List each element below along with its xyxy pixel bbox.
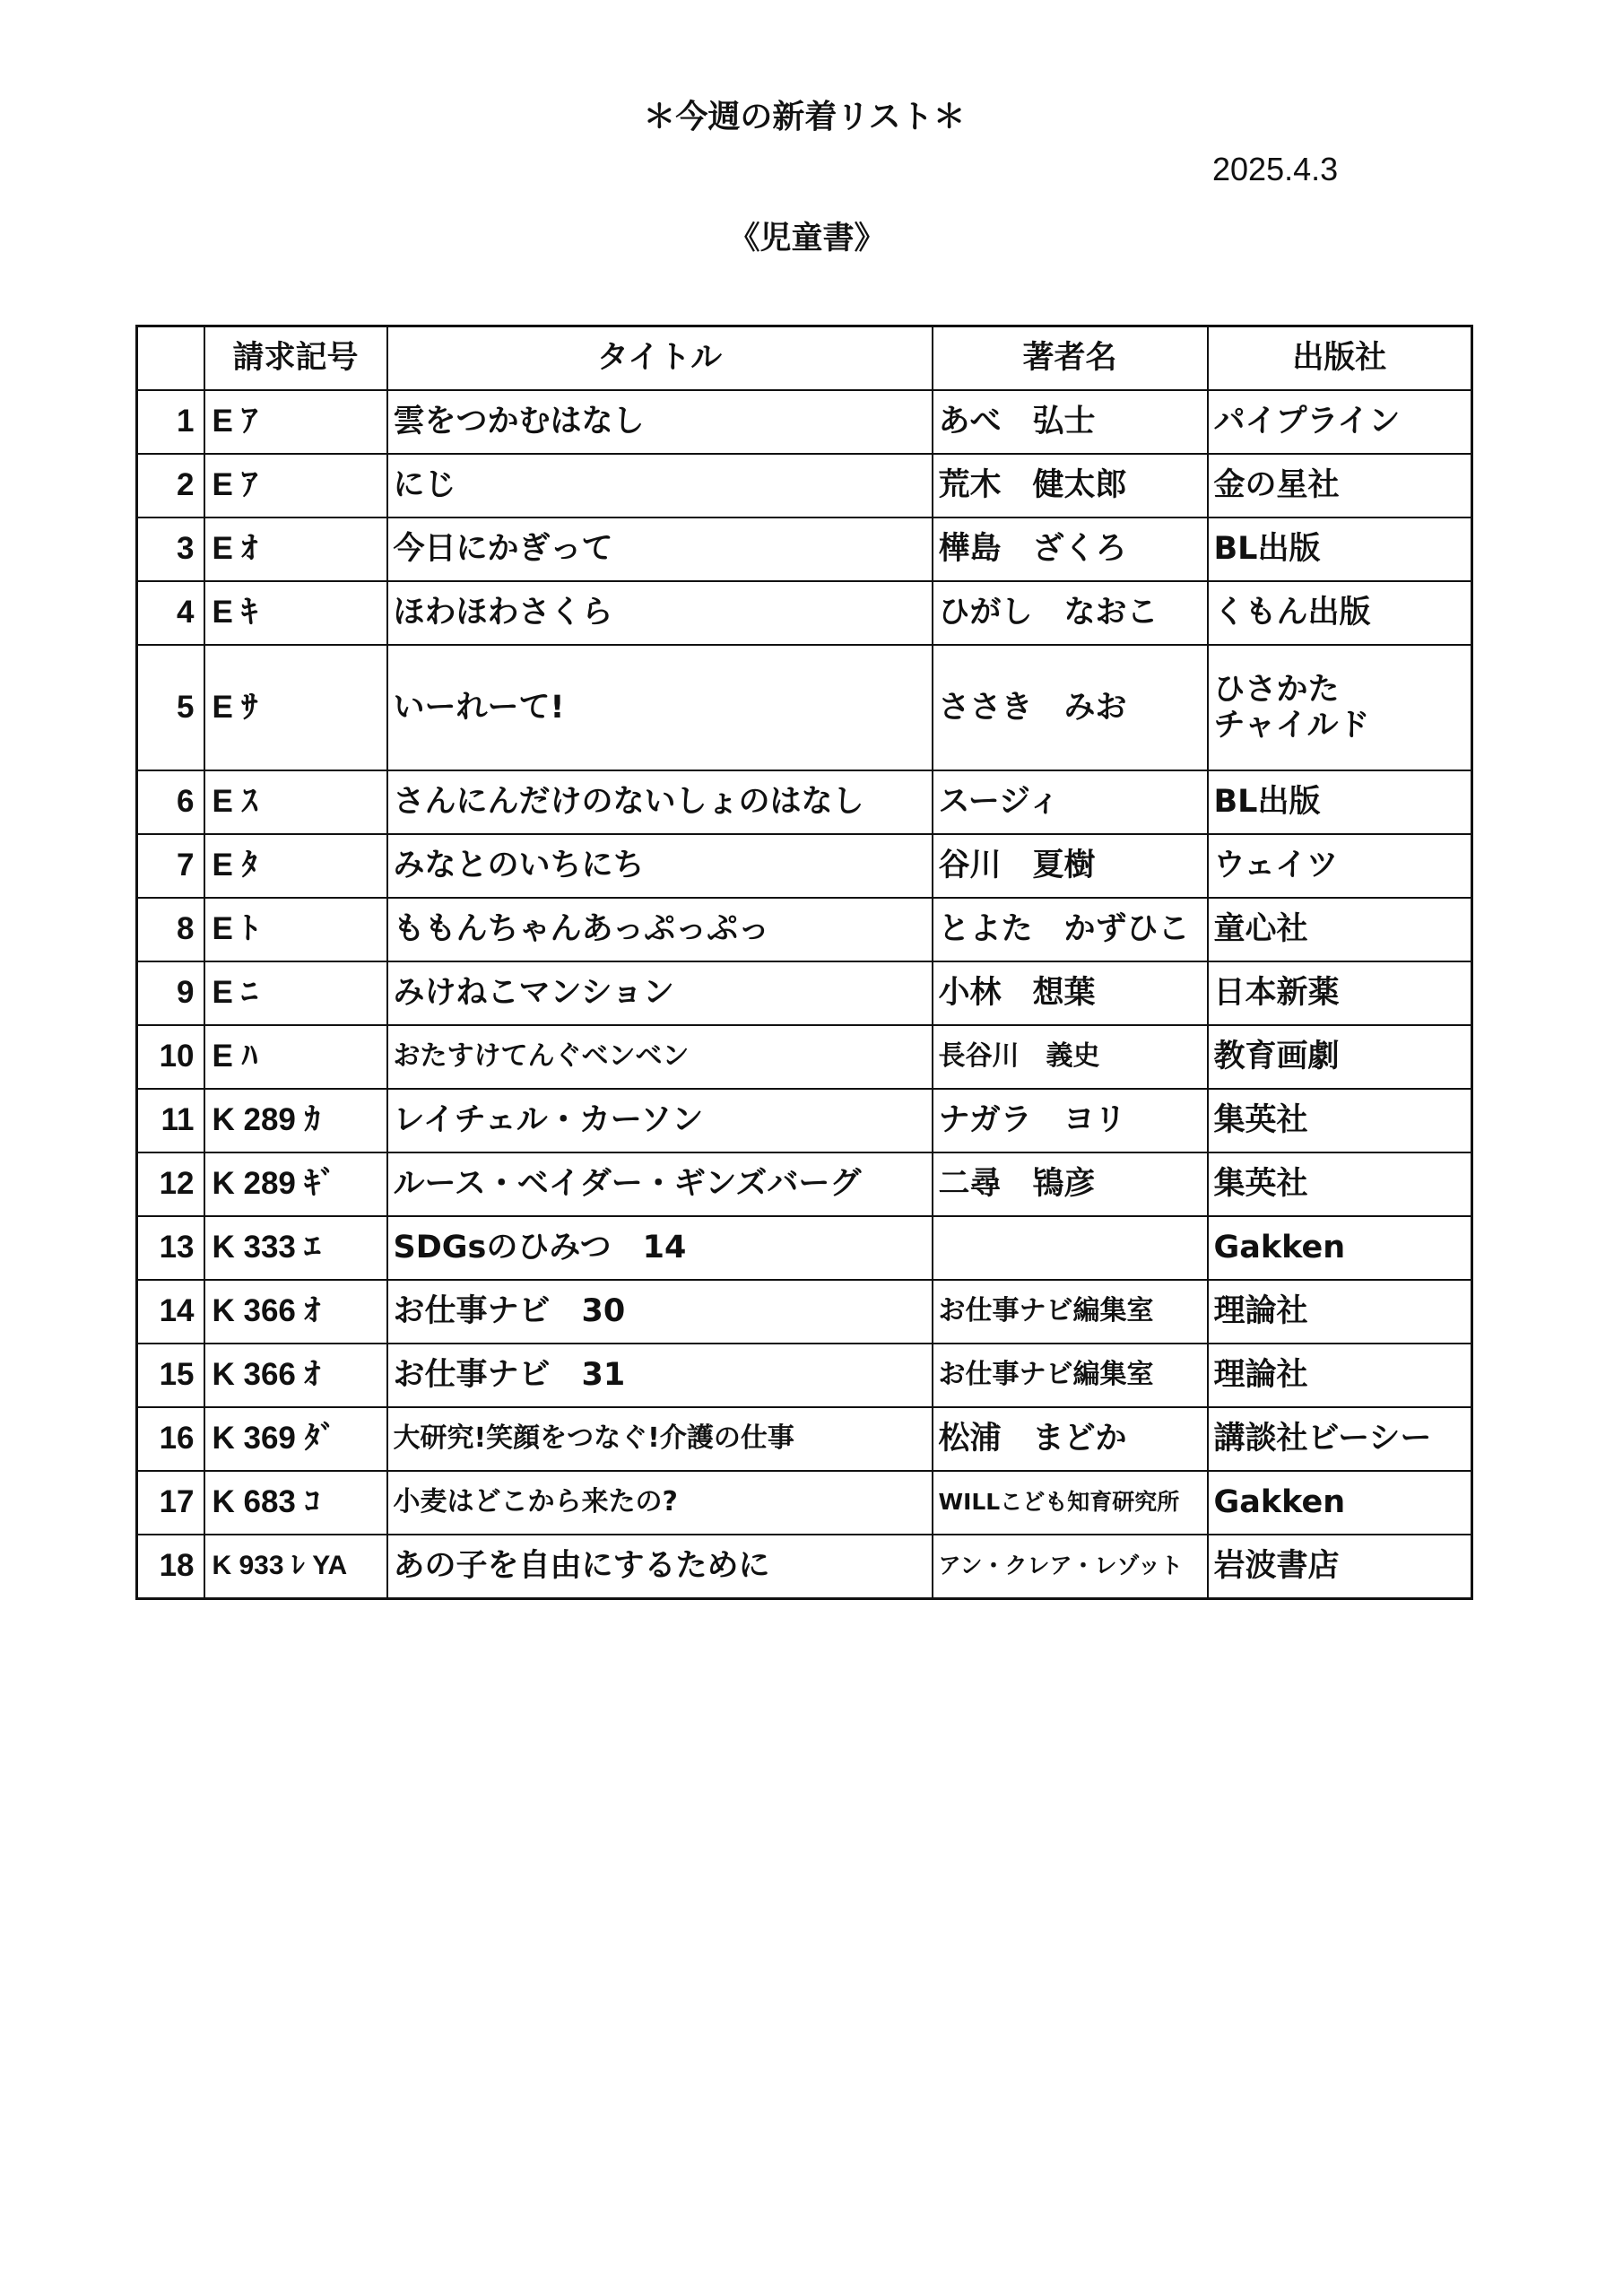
call-number-cell: K 289 ｷﾞ (204, 1152, 387, 1216)
header-number (137, 326, 204, 391)
publisher-cell: 集英社 (1208, 1089, 1472, 1152)
author-cell: 荒木 健太郎 (933, 454, 1208, 517)
row-number-cell: 8 (137, 898, 204, 961)
author-cell: 小林 想葉 (933, 961, 1208, 1025)
publisher-cell: くもん出版 (1208, 581, 1472, 645)
call-number-cell: K 333 ｴ (204, 1216, 387, 1280)
table-row (137, 1344, 1472, 1407)
author-cell: 谷川 夏樹 (933, 834, 1208, 898)
title-cell: 小麦はどこから来たの? (387, 1471, 933, 1535)
header-title: タイトル (387, 326, 933, 391)
author-cell: とよた かずひこ (933, 898, 1208, 961)
author-cell: 樺島 ざくろ (933, 517, 1208, 581)
table-row (137, 1407, 1472, 1471)
call-number-cell: E ｽ (204, 770, 387, 834)
row-number-cell: 6 (137, 770, 204, 834)
table-row (137, 898, 1472, 961)
call-number-cell: K 289 ｶ (204, 1089, 387, 1152)
call-number-cell: E ｻ (204, 645, 387, 770)
table-row (137, 390, 1472, 454)
call-number-cell: E ﾀ (204, 834, 387, 898)
title-cell: レイチェル・カーソン (387, 1089, 933, 1152)
author-cell: お仕事ナビ編集室 (933, 1280, 1208, 1344)
publisher-cell: BL出版 (1208, 770, 1472, 834)
publisher-cell: 童心社 (1208, 898, 1472, 961)
row-number-cell: 5 (137, 645, 204, 770)
publisher-line: チャイルド (1213, 708, 1370, 744)
table-row (137, 770, 1472, 834)
table-row (137, 517, 1472, 581)
row-number-cell: 12 (137, 1152, 204, 1216)
publisher-cell (1208, 645, 1472, 770)
author-cell: 松浦 まどか (933, 1407, 1208, 1471)
row-number-cell: 17 (137, 1471, 204, 1535)
call-number-cell: K 366 ｵ (204, 1344, 387, 1407)
publisher-cell: Gakken (1208, 1471, 1472, 1535)
row-number-cell: 9 (137, 961, 204, 1025)
author-cell: 二尋 鴇彦 (933, 1152, 1208, 1216)
author-cell: あべ 弘士 (933, 390, 1208, 454)
publisher-line: ひさかた (1213, 671, 1340, 708)
publisher-cell: 講談社ビーシー (1208, 1407, 1472, 1471)
page-title: ＊今週の新着リスト＊ (643, 99, 966, 135)
table-row (137, 1216, 1472, 1280)
author-cell (933, 1216, 1208, 1280)
call-number-cell: E ﾄ (204, 898, 387, 961)
publisher-cell: Gakken (1208, 1216, 1472, 1280)
row-number-cell: 18 (137, 1535, 204, 1599)
table-row (137, 1535, 1472, 1599)
row-number-cell: 4 (137, 581, 204, 645)
book-table-body (137, 390, 1472, 1599)
section-heading: 《児童書》 (728, 221, 886, 257)
author-cell: アン・クレア・レゾット (933, 1535, 1208, 1599)
publisher-cell: パイプライン (1208, 390, 1472, 454)
row-number-cell: 7 (137, 834, 204, 898)
call-number-cell: K 366 ｵ (204, 1280, 387, 1344)
row-number-cell: 10 (137, 1025, 204, 1089)
title-cell: 雲をつかむはなし (387, 390, 933, 454)
row-number-cell: 1 (137, 390, 204, 454)
table-row (137, 961, 1472, 1025)
author-cell: WILLこども知育研究所 (933, 1471, 1208, 1535)
row-number-cell: 11 (137, 1089, 204, 1152)
call-number-cell: E ｱ (204, 390, 387, 454)
header-author: 著者名 (933, 326, 1208, 391)
row-number-cell: 2 (137, 454, 204, 517)
publisher-cell: ウェイツ (1208, 834, 1472, 898)
table-row (137, 454, 1472, 517)
title-cell: にじ (387, 454, 933, 517)
author-cell: ナガラ ヨリ (933, 1089, 1208, 1152)
title-cell: ほわほわさくら (387, 581, 933, 645)
title-cell: さんにんだけのないしょのはなし (387, 770, 933, 834)
call-number-cell: K 683 ｺ (204, 1471, 387, 1535)
table-row (137, 1025, 1472, 1089)
title-cell: SDGsのひみつ 14 (387, 1216, 933, 1280)
header-call-number: 請求記号 (204, 326, 387, 391)
new-books-table (135, 325, 1473, 1600)
publisher-cell: 金の星社 (1208, 454, 1472, 517)
row-number-cell: 14 (137, 1280, 204, 1344)
publisher-cell: BL出版 (1208, 517, 1472, 581)
call-number-cell: K 933 ﾚ YA (204, 1535, 387, 1599)
row-number-cell: 13 (137, 1216, 204, 1280)
publisher-cell: 岩波書店 (1208, 1535, 1472, 1599)
call-number-cell: E ｵ (204, 517, 387, 581)
row-number-cell: 15 (137, 1344, 204, 1407)
publisher-cell: 集英社 (1208, 1152, 1472, 1216)
title-cell: みけねこマンション (387, 961, 933, 1025)
row-number-cell: 16 (137, 1407, 204, 1471)
call-number-cell: K 369 ﾀﾞ (204, 1407, 387, 1471)
title-cell: おたすけてんぐベンベン (387, 1025, 933, 1089)
table-header-row (137, 326, 1472, 391)
call-number-cell: E ﾊ (204, 1025, 387, 1089)
list-date: 2025.4.3 (1212, 151, 1339, 187)
row-number-cell: 3 (137, 517, 204, 581)
call-number-cell: E ｱ (204, 454, 387, 517)
table-row (137, 581, 1472, 645)
author-cell: お仕事ナビ編集室 (933, 1344, 1208, 1407)
call-number-cell: E ﾆ (204, 961, 387, 1025)
table-row (137, 645, 1472, 770)
author-cell: スージィ (933, 770, 1208, 834)
title-cell: みなとのいちにち (387, 834, 933, 898)
author-cell: 長谷川 義史 (933, 1025, 1208, 1089)
title-cell: ももんちゃんあっぷっぷっ (387, 898, 933, 961)
table-row (137, 1089, 1472, 1152)
table-row (137, 1280, 1472, 1344)
title-cell: いーれーて! (387, 645, 933, 770)
title-cell: お仕事ナビ 31 (387, 1344, 933, 1407)
call-number-cell: E ｷ (204, 581, 387, 645)
publisher-cell: 理論社 (1208, 1344, 1472, 1407)
title-cell: ルース・ベイダー・ギンズバーグ (387, 1152, 933, 1216)
table-row (137, 834, 1472, 898)
publisher-cell: 理論社 (1208, 1280, 1472, 1344)
author-cell: ひがし なおこ (933, 581, 1208, 645)
title-cell: 大研究!笑顔をつなぐ!介護の仕事 (387, 1407, 933, 1471)
title-cell: 今日にかぎって (387, 517, 933, 581)
publisher-cell: 教育画劇 (1208, 1025, 1472, 1089)
header-publisher: 出版社 (1208, 326, 1472, 391)
author-cell: ささき みお (933, 645, 1208, 770)
title-cell: あの子を自由にするために (387, 1535, 933, 1599)
title-cell: お仕事ナビ 30 (387, 1280, 933, 1344)
publisher-cell: 日本新薬 (1208, 961, 1472, 1025)
table-row (137, 1152, 1472, 1216)
table-row (137, 1471, 1472, 1535)
